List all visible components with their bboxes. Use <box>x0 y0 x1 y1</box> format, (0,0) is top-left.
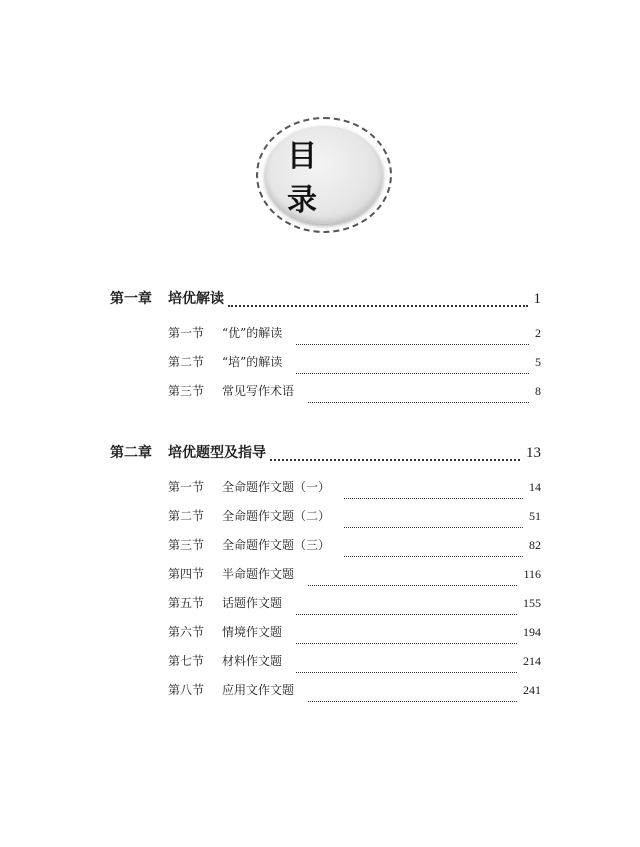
page-number: 194 <box>523 625 541 639</box>
section-number: 第一节 <box>168 326 205 340</box>
section-number: 第一节 <box>168 480 205 494</box>
chapter-title: 培优解读 <box>168 291 224 307</box>
section-list <box>110 478 541 710</box>
section-entry[interactable] <box>110 353 541 382</box>
section-title: 应用文作文题 <box>222 683 295 697</box>
section-entry[interactable] <box>110 594 541 623</box>
section-number: 第二节 <box>168 355 205 369</box>
section-entry[interactable] <box>110 536 541 565</box>
chapter-1 <box>110 288 541 411</box>
dot-leader <box>296 614 517 615</box>
section-number: 第四节 <box>168 567 205 581</box>
section-title: 情境作文题 <box>222 625 283 639</box>
section-entry[interactable] <box>110 507 541 536</box>
section-number: 第二节 <box>168 509 205 523</box>
section-entry[interactable] <box>110 652 541 681</box>
page-number: 82 <box>529 538 541 552</box>
page-number: 1 <box>533 291 541 307</box>
dot-leader <box>296 344 529 345</box>
section-title: 全命题作文题（三） <box>222 538 331 552</box>
dot-leader <box>296 373 529 374</box>
dot-leader <box>308 585 517 586</box>
dot-leader <box>270 459 520 461</box>
page-number: 116 <box>523 567 541 581</box>
section-list <box>110 324 541 411</box>
page-number: 2 <box>535 326 541 340</box>
page-number: 8 <box>535 384 541 398</box>
page-number: 51 <box>529 509 541 523</box>
dot-leader <box>344 556 523 557</box>
page-number: 5 <box>535 355 541 369</box>
section-number: 第六节 <box>168 625 205 639</box>
page-number: 241 <box>523 683 541 697</box>
page-title: 目 录 <box>287 139 339 218</box>
section-entry[interactable] <box>110 324 541 353</box>
page-number: 214 <box>523 654 541 668</box>
section-entry[interactable] <box>110 478 541 507</box>
chapter-number: 第一章 <box>110 291 152 307</box>
chapter-2 <box>110 442 541 710</box>
dot-leader <box>228 305 528 307</box>
dot-leader <box>344 498 523 499</box>
page-number: 13 <box>526 445 541 461</box>
table-of-contents <box>110 288 541 710</box>
section-title: 材料作文题 <box>222 654 283 668</box>
section-title: 话题作文题 <box>222 596 283 610</box>
chapter-title: 培优题型及指导 <box>168 445 266 461</box>
section-entry[interactable] <box>110 681 541 710</box>
section-number: 第八节 <box>168 683 205 697</box>
section-number: 第五节 <box>168 596 205 610</box>
page-number: 14 <box>529 480 541 494</box>
dot-leader <box>308 701 517 702</box>
section-entry[interactable] <box>110 382 541 411</box>
section-entry[interactable] <box>110 623 541 652</box>
section-title: 常见写作术语 <box>222 384 295 398</box>
chapter-entry[interactable] <box>110 288 541 316</box>
section-number: 第七节 <box>168 654 205 668</box>
dot-leader <box>296 672 517 673</box>
chapter-number: 第二章 <box>110 445 152 461</box>
section-number: 第三节 <box>168 538 205 552</box>
dot-leader <box>344 527 523 528</box>
page-number: 155 <box>523 596 541 610</box>
section-title: 全命题作文题（一） <box>222 480 331 494</box>
title-badge <box>256 117 392 233</box>
chapter-entry[interactable] <box>110 442 541 470</box>
section-number: 第三节 <box>168 384 205 398</box>
section-title: 半命题作文题 <box>222 567 295 581</box>
section-title: 全命题作文题（二） <box>222 509 331 523</box>
dot-leader <box>296 643 517 644</box>
section-entry[interactable] <box>110 565 541 594</box>
section-title: “优”的解读 <box>222 326 283 340</box>
dot-leader <box>308 402 529 403</box>
title-badge-inner <box>265 126 383 224</box>
section-title: “培”的解读 <box>222 355 283 369</box>
